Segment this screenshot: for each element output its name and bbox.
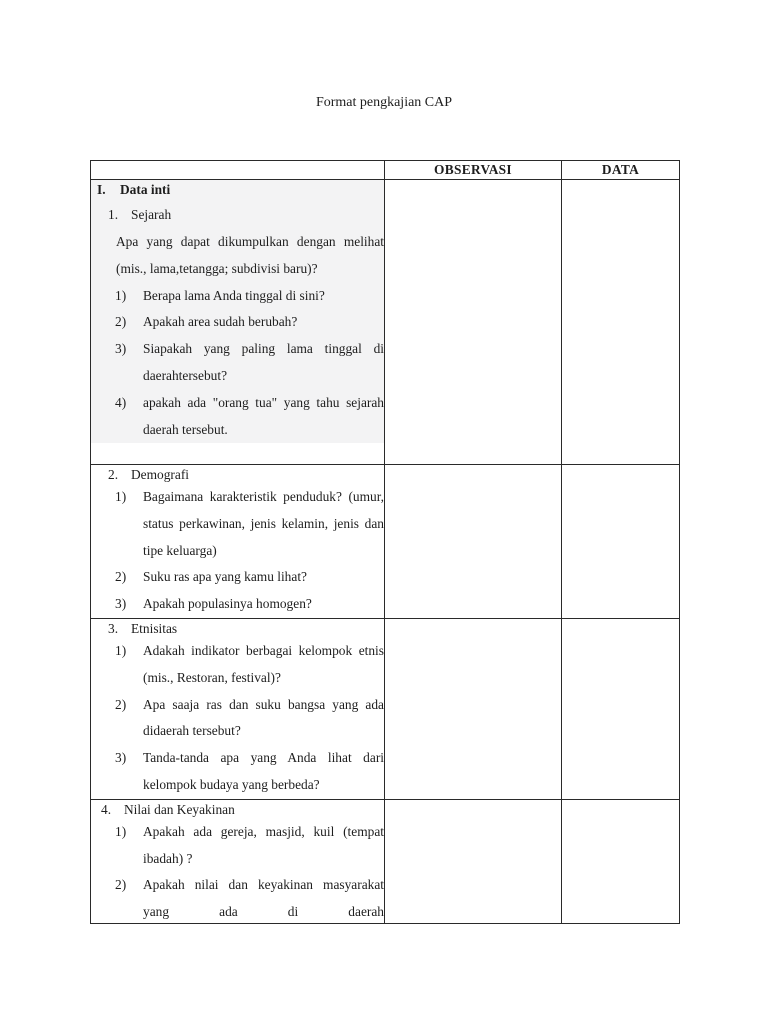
section-number: 3. bbox=[108, 620, 119, 636]
item-text: Apakah area sudah berubah? bbox=[143, 314, 298, 330]
item-number: 3) bbox=[115, 596, 127, 612]
list-item bbox=[91, 745, 384, 799]
question-cell-nilai bbox=[91, 799, 385, 923]
table-row bbox=[91, 465, 680, 619]
data-cell[interactable] bbox=[562, 180, 680, 465]
item-number: 3) bbox=[115, 341, 127, 357]
section-label: Etnisitas bbox=[131, 620, 178, 636]
section-heading bbox=[91, 200, 384, 230]
part-label: Data inti bbox=[120, 182, 171, 197]
data-cell[interactable] bbox=[562, 799, 680, 923]
item-text: Bagaimana karakteristik penduduk? (umur, status perkawinan, jenis kelamin, jenis dan tipe keluarga) bbox=[143, 489, 384, 558]
list-item bbox=[91, 591, 384, 618]
table-header-row bbox=[91, 161, 680, 180]
list-item bbox=[91, 819, 384, 873]
question-cell-etnisitas bbox=[91, 618, 385, 799]
item-number: 2) bbox=[115, 314, 127, 330]
item-text: Apakah nilai dan keyakinan masyarakat yang ada di daerah bbox=[143, 877, 384, 920]
section-label: Nilai dan Keyakinan bbox=[124, 801, 235, 817]
section-intro: Apa yang dapat dikumpulkan dengan melihat (mis., lama,tetangga; subdivisi baru)? bbox=[116, 234, 384, 276]
part-heading bbox=[91, 180, 384, 200]
list-item bbox=[91, 484, 384, 564]
item-text: Apakah populasinya homogen? bbox=[143, 596, 312, 612]
list-item bbox=[91, 564, 384, 591]
data-cell[interactable] bbox=[562, 465, 680, 619]
item-text: Suku ras apa yang kamu lihat? bbox=[143, 569, 307, 585]
item-number: 1) bbox=[115, 823, 127, 839]
question-column-header bbox=[91, 161, 385, 180]
data-cell[interactable] bbox=[562, 618, 680, 799]
observasi-cell[interactable] bbox=[385, 180, 562, 465]
observasi-cell[interactable] bbox=[385, 618, 562, 799]
section-number: 4. bbox=[101, 801, 112, 817]
observasi-cell[interactable] bbox=[385, 465, 562, 619]
question-cell-sejarah bbox=[91, 180, 385, 465]
item-number: 2) bbox=[115, 877, 127, 893]
item-number: 4) bbox=[115, 394, 127, 410]
item-number: 2) bbox=[115, 569, 127, 585]
document-title: Format pengkajian CAP bbox=[315, 95, 453, 110]
item-text: apakah ada "orang tua" yang tahu sejarah daerah tersebut. bbox=[143, 394, 384, 437]
item-number: 2) bbox=[115, 696, 127, 712]
list-item bbox=[91, 283, 384, 310]
item-text: Tanda-tanda apa yang Anda lihat dari kelompok budaya yang berbeda? bbox=[143, 750, 384, 792]
section-number: 2. bbox=[108, 467, 119, 482]
observasi-column-header: OBSERVASI bbox=[385, 161, 562, 180]
observasi-cell[interactable] bbox=[385, 799, 562, 923]
item-number: 1) bbox=[115, 287, 127, 303]
list-item bbox=[91, 390, 384, 444]
section-label: Sejarah bbox=[131, 207, 172, 222]
section-heading bbox=[91, 619, 384, 639]
item-text: Apa saaja ras dan suku bangsa yang ada didaerah tersebut? bbox=[143, 696, 384, 739]
list-item bbox=[91, 309, 384, 336]
item-number: 1) bbox=[115, 489, 127, 504]
list-item bbox=[91, 336, 384, 390]
item-text: Siapakah yang paling lama tinggal di daerahtersebut? bbox=[143, 341, 384, 383]
table-row bbox=[91, 799, 680, 923]
section-label: Demografi bbox=[131, 467, 190, 482]
item-text: Adakah indikator berbagai kelompok etnis (mis., Restoran, festival)? bbox=[143, 642, 384, 685]
list-item bbox=[91, 872, 384, 922]
assessment-table bbox=[90, 160, 680, 924]
item-number: 3) bbox=[115, 750, 127, 766]
part-number: I. bbox=[97, 182, 106, 197]
data-column-header: DATA bbox=[562, 161, 680, 180]
list-item bbox=[91, 638, 384, 692]
section-heading bbox=[91, 465, 384, 485]
item-number: 1) bbox=[115, 642, 127, 658]
table-row bbox=[91, 618, 680, 799]
item-text: Apakah ada gereja, masjid, kuil (tempat ibadah) ? bbox=[143, 823, 384, 866]
table-row bbox=[91, 180, 680, 465]
item-text: Berapa lama Anda tinggal di sini? bbox=[143, 287, 325, 303]
question-cell-demografi bbox=[91, 465, 385, 619]
section-heading bbox=[91, 800, 384, 820]
list-item bbox=[91, 692, 384, 746]
section-number: 1. bbox=[108, 207, 119, 222]
